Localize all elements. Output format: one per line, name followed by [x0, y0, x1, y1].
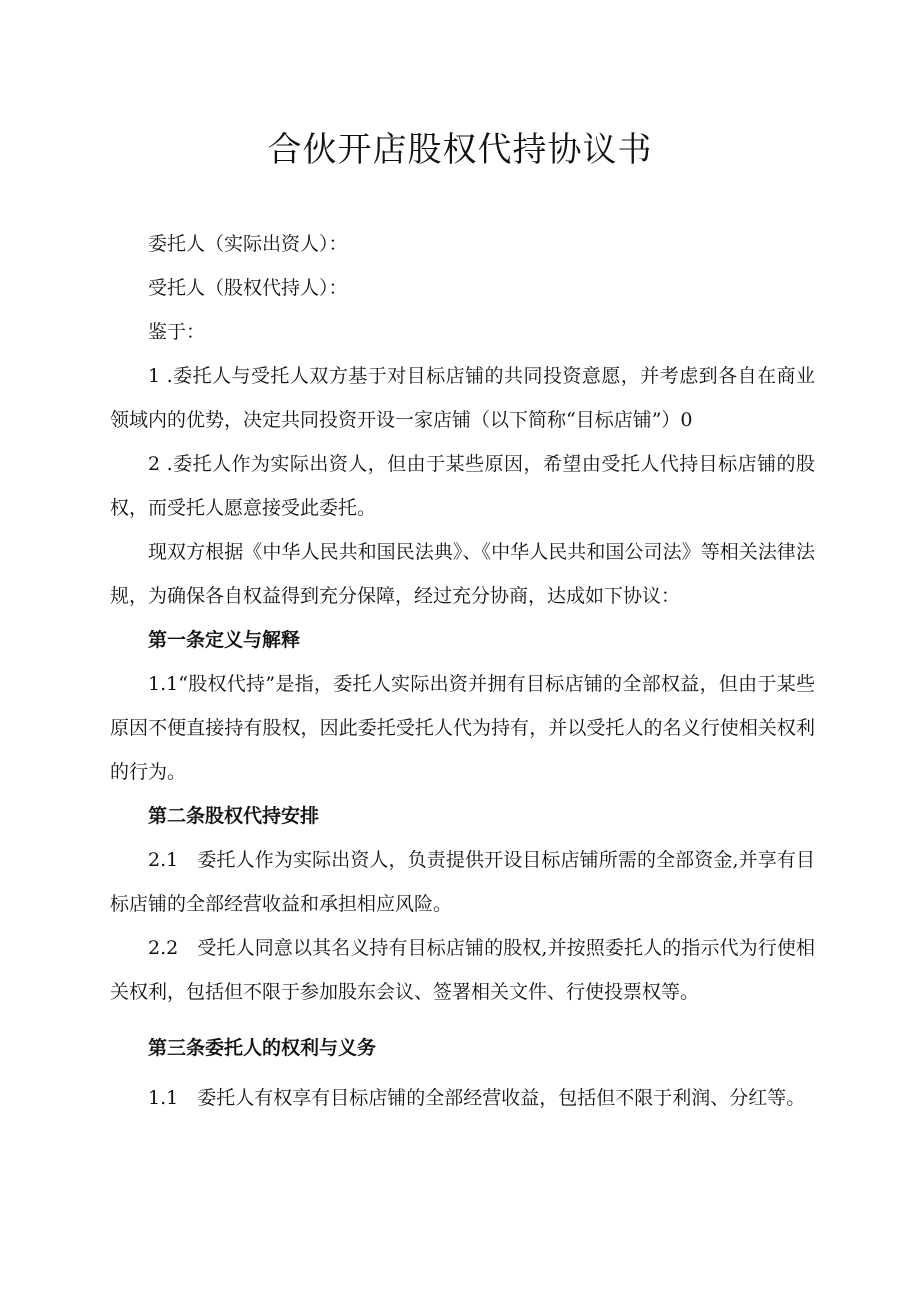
clause-2-1: 2.1 委托人作为实际出资人，负责提供开设目标店铺所需的全部资金,并享有目标店铺的全部经营收益和承担相应风险。 — [110, 849, 815, 915]
article-2-heading: 第二条股权代持安排 — [148, 805, 320, 827]
clause-3-1-1: 1.1 委托人有权享有目标店铺的全部经营收益，包括但不限于利润、分红等。 — [148, 1087, 806, 1109]
clause-2-2: 2.2 受托人同意以其名义持有目标店铺的股权,并按照委托人的指示代为行使相关权利，包括但不限于参加股东会议、签署相关文件、行使投票权等。 — [110, 937, 815, 1003]
clause-1-1: 1.1“股权代持”是指，委托人实际出资并拥有目标店铺的全部权益，但由于某些原因不便直接持有股权，因此委托受托人代为持有，并以受托人的名义行使相关权利的行为。 — [110, 673, 815, 783]
whereas-label: 鉴于： — [148, 321, 206, 343]
recital-1: 1 .委托人与受托人双方基于对目标店铺的共同投资意愿，并考虑到各自在商业领域内的优势，决定共同投资开设一家店铺（以下简称“目标店铺”）0 — [110, 365, 815, 431]
intro-paragraph: 现双方根据《中华人民共和国民法典》、《中华人民共和国公司法》等相关法律法规，为确保各自权益得到充分保障，经过充分协商，达成如下协议： — [110, 541, 815, 607]
recital-2: 2 .委托人作为实际出资人，但由于某些原因，希望由受托人代持目标店铺的股权，而受托人愿意接受此委托。 — [110, 453, 815, 519]
document-body — [110, 222, 815, 1120]
document-title: 合伙开店股权代持协议书 — [267, 130, 653, 170]
principal-line: 委托人（实际出资人）： — [148, 233, 348, 255]
article-3-heading: 第三条委托人的权利与义务 — [148, 1037, 377, 1059]
article-1-heading: 第一条定义与解释 — [148, 629, 301, 651]
agent-line: 受托人（股权代持人）： — [148, 277, 348, 299]
